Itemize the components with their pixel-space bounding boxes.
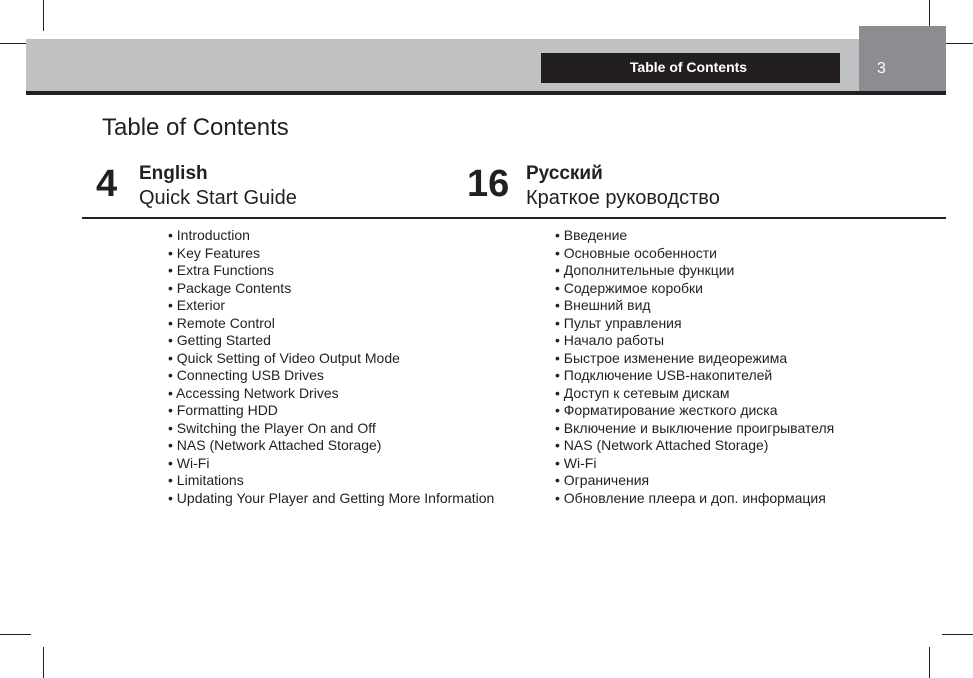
- header-label: Table of Contents: [541, 53, 840, 83]
- list-item: • Introduction: [168, 227, 250, 243]
- toc-list-english: [168, 227, 494, 507]
- page-tab: [859, 26, 946, 91]
- list-item: • Switching the Player On and Off: [168, 419, 376, 436]
- section-subtitle-russian: Краткое руководство: [526, 187, 720, 209]
- list-item: • Exterior: [168, 297, 226, 313]
- list-item: • Updating Your Player and Getting More Information: [168, 489, 495, 506]
- crop-mark-bottom-left: [43, 647, 44, 678]
- list-item: • Обновление плеера и доп. информация: [555, 489, 826, 506]
- list-item: • Extra Functions: [168, 262, 275, 278]
- crop-mark-bottom-left-h: [0, 634, 31, 635]
- section-language-english: English: [139, 163, 208, 184]
- section-page-number-english: 4: [96, 163, 118, 205]
- list-item: • Подключение USB-накопителей: [555, 367, 773, 383]
- header-rule: [26, 91, 946, 95]
- list-item: • Доступ к сетевым дискам: [555, 384, 730, 401]
- list-item: • Formatting HDD: [168, 402, 278, 418]
- list-item: • Quick Setting of Video Output Mode: [168, 349, 400, 366]
- list-item: • Содержимое коробки: [555, 279, 703, 296]
- list-item: • Пульт управления: [555, 314, 682, 331]
- list-item: • Package Contents: [168, 279, 292, 296]
- list-item: • Remote Control: [168, 314, 275, 331]
- list-item: • Ограничения: [555, 472, 650, 488]
- crop-mark-top-left: [43, 0, 44, 31]
- list-item: • NAS (Network Attached Storage): [168, 437, 382, 453]
- crop-mark-bottom-right-h: [942, 634, 973, 635]
- section-subtitle-english: Quick Start Guide: [139, 187, 297, 209]
- list-item: • Getting Started: [168, 332, 271, 348]
- list-item: • Accessing Network Drives: [168, 384, 339, 401]
- toc-list-russian: [555, 227, 834, 507]
- list-item: • Форматирование жесткого диска: [555, 402, 778, 418]
- section-language-russian: Русский: [526, 163, 603, 184]
- section-page-number-russian: 16: [467, 163, 510, 205]
- list-item: • Wi-Fi: [168, 454, 210, 471]
- section-divider: [82, 217, 946, 219]
- list-item: • Включение и выключение проигрывателя: [555, 419, 835, 436]
- list-item: • Дополнительные функции: [555, 262, 735, 278]
- list-item: • Connecting USB Drives: [168, 367, 324, 383]
- list-item: • Основные особенности: [555, 244, 717, 261]
- crop-mark-top-right-h: [942, 43, 973, 44]
- list-item: • Введение: [555, 227, 628, 243]
- crop-mark-bottom-right: [929, 647, 930, 678]
- list-item: • Wi-Fi: [555, 454, 597, 471]
- list-item: • Начало работы: [555, 332, 665, 348]
- page-number: 3: [877, 60, 886, 77]
- list-item: • Limitations: [168, 472, 244, 488]
- list-item: • Внешний вид: [555, 297, 651, 313]
- list-item: • Быстрое изменение видеорежима: [555, 349, 788, 366]
- list-item: • Key Features: [168, 244, 261, 261]
- page-title: Table of Contents: [102, 114, 289, 141]
- list-item: • NAS (Network Attached Storage): [555, 437, 769, 453]
